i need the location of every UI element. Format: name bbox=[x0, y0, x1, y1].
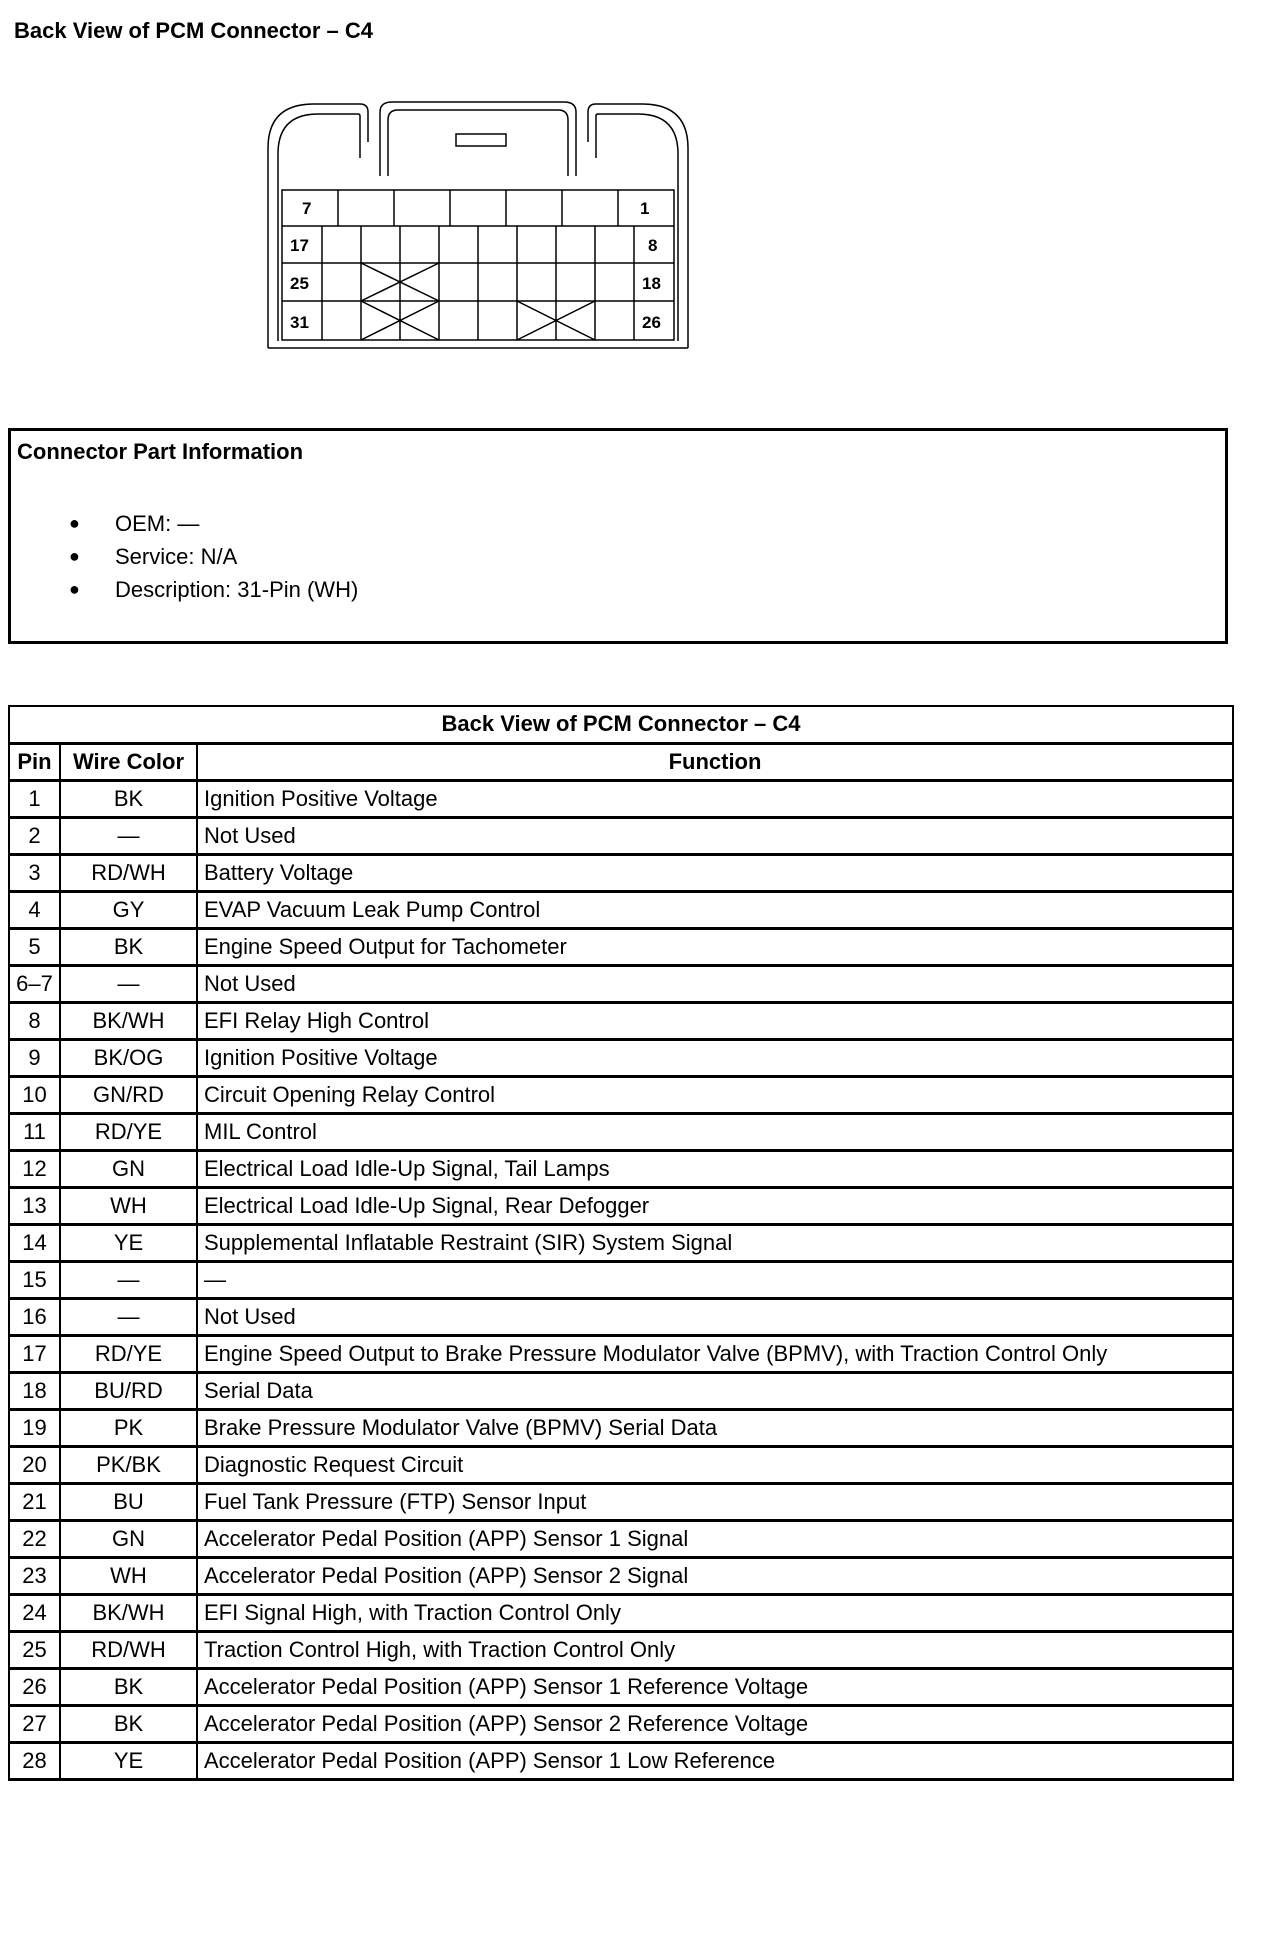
wire-color-cell: WH bbox=[60, 1557, 197, 1594]
function-cell: Not Used bbox=[197, 1298, 1233, 1335]
pin-cell: 1 bbox=[9, 780, 60, 817]
function-cell: Serial Data bbox=[197, 1372, 1233, 1409]
table-row bbox=[9, 1002, 1233, 1039]
pin-cell: 22 bbox=[9, 1520, 60, 1557]
wire-color-cell: YE bbox=[60, 1224, 197, 1261]
table-row bbox=[9, 1335, 1233, 1372]
function-cell: EVAP Vacuum Leak Pump Control bbox=[197, 891, 1233, 928]
pin-cell: 25 bbox=[9, 1631, 60, 1668]
pin-cell: 20 bbox=[9, 1446, 60, 1483]
pin-label-31: 31 bbox=[290, 313, 309, 332]
wire-color-cell: BK bbox=[60, 1705, 197, 1742]
pin-cell: 5 bbox=[9, 928, 60, 965]
wire-color-cell: YE bbox=[60, 1742, 197, 1779]
connector-diagram bbox=[262, 98, 692, 352]
bullet-icon: ● bbox=[69, 513, 80, 533]
function-cell: Accelerator Pedal Position (APP) Sensor 1 Signal bbox=[197, 1520, 1233, 1557]
bullet-icon: ● bbox=[69, 579, 80, 599]
function-cell: — bbox=[197, 1261, 1233, 1298]
table-row bbox=[9, 1372, 1233, 1409]
table-row bbox=[9, 1483, 1233, 1520]
table-row bbox=[9, 1520, 1233, 1557]
pin-cell: 17 bbox=[9, 1335, 60, 1372]
info-item-oem: ● OEM: — bbox=[11, 507, 358, 540]
table-row bbox=[9, 854, 1233, 891]
pin-cell: 18 bbox=[9, 1372, 60, 1409]
wire-color-cell: PK bbox=[60, 1409, 197, 1446]
wire-color-cell: RD/YE bbox=[60, 1335, 197, 1372]
function-cell: Electrical Load Idle-Up Signal, Tail Lamps bbox=[197, 1150, 1233, 1187]
pin-label-1: 1 bbox=[640, 199, 650, 218]
function-cell: Accelerator Pedal Position (APP) Sensor 2 Signal bbox=[197, 1557, 1233, 1594]
page-title: Back View of PCM Connector – C4 bbox=[14, 18, 374, 43]
pin-cell: 4 bbox=[9, 891, 60, 928]
table-row bbox=[9, 1705, 1233, 1742]
info-item-service: ● Service: N/A bbox=[11, 540, 358, 573]
table-row bbox=[9, 1076, 1233, 1113]
pin-cell: 13 bbox=[9, 1187, 60, 1224]
function-cell: Electrical Load Idle-Up Signal, Rear Defogger bbox=[197, 1187, 1233, 1224]
wire-color-cell: — bbox=[60, 817, 197, 854]
table-row bbox=[9, 1446, 1233, 1483]
header-wire-color: Wire Color bbox=[60, 743, 197, 780]
pin-label-8: 8 bbox=[648, 236, 658, 255]
function-cell: Diagnostic Request Circuit bbox=[197, 1446, 1233, 1483]
pin-cell: 12 bbox=[9, 1150, 60, 1187]
pin-cell: 28 bbox=[9, 1742, 60, 1779]
wire-color-cell: BK bbox=[60, 928, 197, 965]
function-cell: Circuit Opening Relay Control bbox=[197, 1076, 1233, 1113]
table-row bbox=[9, 780, 1233, 817]
table-title-row bbox=[9, 706, 1233, 743]
connector-info-title: Connector Part Information bbox=[17, 439, 304, 464]
table-header-row bbox=[9, 743, 1233, 780]
wire-color-cell: BU/RD bbox=[60, 1372, 197, 1409]
table-row bbox=[9, 1631, 1233, 1668]
wire-color-cell: PK/BK bbox=[60, 1446, 197, 1483]
bullet-icon: ● bbox=[69, 546, 80, 566]
table-row bbox=[9, 1409, 1233, 1446]
table-row bbox=[9, 1298, 1233, 1335]
pin-label-17: 17 bbox=[290, 236, 309, 255]
function-cell: Accelerator Pedal Position (APP) Sensor 1 Low Reference bbox=[197, 1742, 1233, 1779]
wire-color-cell: BK bbox=[60, 1668, 197, 1705]
table-title: Back View of PCM Connector – C4 bbox=[9, 706, 1233, 743]
wire-color-cell: GN bbox=[60, 1520, 197, 1557]
info-item-description: ● Description: 31-Pin (WH) bbox=[11, 573, 358, 606]
pin-cell: 8 bbox=[9, 1002, 60, 1039]
wire-color-cell: RD/WH bbox=[60, 854, 197, 891]
wire-color-cell: BK/WH bbox=[60, 1594, 197, 1631]
table-row bbox=[9, 928, 1233, 965]
function-cell: Supplemental Inflatable Restraint (SIR) System Signal bbox=[197, 1224, 1233, 1261]
function-cell: MIL Control bbox=[197, 1113, 1233, 1150]
wire-color-cell: GN bbox=[60, 1150, 197, 1187]
function-cell: Brake Pressure Modulator Valve (BPMV) Serial Data bbox=[197, 1409, 1233, 1446]
header-pin: Pin bbox=[9, 743, 60, 780]
function-cell: Engine Speed Output to Brake Pressure Modulator Valve (BPMV), with Traction Control Only bbox=[197, 1335, 1233, 1372]
wire-color-cell: — bbox=[60, 965, 197, 1002]
wire-color-cell: RD/YE bbox=[60, 1113, 197, 1150]
wire-color-cell: RD/WH bbox=[60, 1631, 197, 1668]
wire-color-cell: BU bbox=[60, 1483, 197, 1520]
pin-label-7: 7 bbox=[302, 199, 312, 218]
pin-cell: 15 bbox=[9, 1261, 60, 1298]
pin-cell: 27 bbox=[9, 1705, 60, 1742]
pin-cell: 2 bbox=[9, 817, 60, 854]
header-function: Function bbox=[197, 743, 1233, 780]
table-row bbox=[9, 817, 1233, 854]
pin-cell: 11 bbox=[9, 1113, 60, 1150]
table-row bbox=[9, 1039, 1233, 1076]
pin-label-26: 26 bbox=[642, 313, 661, 332]
table-row bbox=[9, 965, 1233, 1002]
function-cell: EFI Relay High Control bbox=[197, 1002, 1233, 1039]
connector-info-list bbox=[11, 507, 358, 606]
pin-cell: 3 bbox=[9, 854, 60, 891]
wire-color-cell: WH bbox=[60, 1187, 197, 1224]
pin-cell: 6–7 bbox=[9, 965, 60, 1002]
function-cell: Fuel Tank Pressure (FTP) Sensor Input bbox=[197, 1483, 1233, 1520]
function-cell: Accelerator Pedal Position (APP) Sensor 1 Reference Voltage bbox=[197, 1668, 1233, 1705]
wire-color-cell: GN/RD bbox=[60, 1076, 197, 1113]
wire-color-cell: BK/WH bbox=[60, 1002, 197, 1039]
function-cell: Ignition Positive Voltage bbox=[197, 780, 1233, 817]
function-cell: Battery Voltage bbox=[197, 854, 1233, 891]
table-row bbox=[9, 1224, 1233, 1261]
function-cell: Not Used bbox=[197, 817, 1233, 854]
wire-color-cell: GY bbox=[60, 891, 197, 928]
pin-cell: 9 bbox=[9, 1039, 60, 1076]
pin-cell: 21 bbox=[9, 1483, 60, 1520]
wire-color-cell: BK bbox=[60, 780, 197, 817]
table-row bbox=[9, 1261, 1233, 1298]
table-row bbox=[9, 891, 1233, 928]
pin-label-18: 18 bbox=[642, 274, 661, 293]
table-row bbox=[9, 1113, 1233, 1150]
connector-part-info bbox=[8, 428, 1228, 644]
pin-cell: 14 bbox=[9, 1224, 60, 1261]
pin-cell: 10 bbox=[9, 1076, 60, 1113]
pin-cell: 23 bbox=[9, 1557, 60, 1594]
pin-table-body bbox=[9, 780, 1233, 1779]
pin-label-25: 25 bbox=[290, 274, 309, 293]
table-row bbox=[9, 1150, 1233, 1187]
wire-color-cell: — bbox=[60, 1261, 197, 1298]
function-cell: Not Used bbox=[197, 965, 1233, 1002]
pin-cell: 16 bbox=[9, 1298, 60, 1335]
table-row bbox=[9, 1187, 1233, 1224]
pin-table bbox=[8, 705, 1234, 1781]
table-row bbox=[9, 1557, 1233, 1594]
table-row bbox=[9, 1594, 1233, 1631]
function-cell: EFI Signal High, with Traction Control Only bbox=[197, 1594, 1233, 1631]
pin-cell: 24 bbox=[9, 1594, 60, 1631]
function-cell: Traction Control High, with Traction Control Only bbox=[197, 1631, 1233, 1668]
function-cell: Engine Speed Output for Tachometer bbox=[197, 928, 1233, 965]
table-row bbox=[9, 1668, 1233, 1705]
function-cell: Accelerator Pedal Position (APP) Sensor 2 Reference Voltage bbox=[197, 1705, 1233, 1742]
pin-cell: 26 bbox=[9, 1668, 60, 1705]
wire-color-cell: — bbox=[60, 1298, 197, 1335]
function-cell: Ignition Positive Voltage bbox=[197, 1039, 1233, 1076]
wire-color-cell: BK/OG bbox=[60, 1039, 197, 1076]
pin-cell: 19 bbox=[9, 1409, 60, 1446]
table-row bbox=[9, 1742, 1233, 1779]
